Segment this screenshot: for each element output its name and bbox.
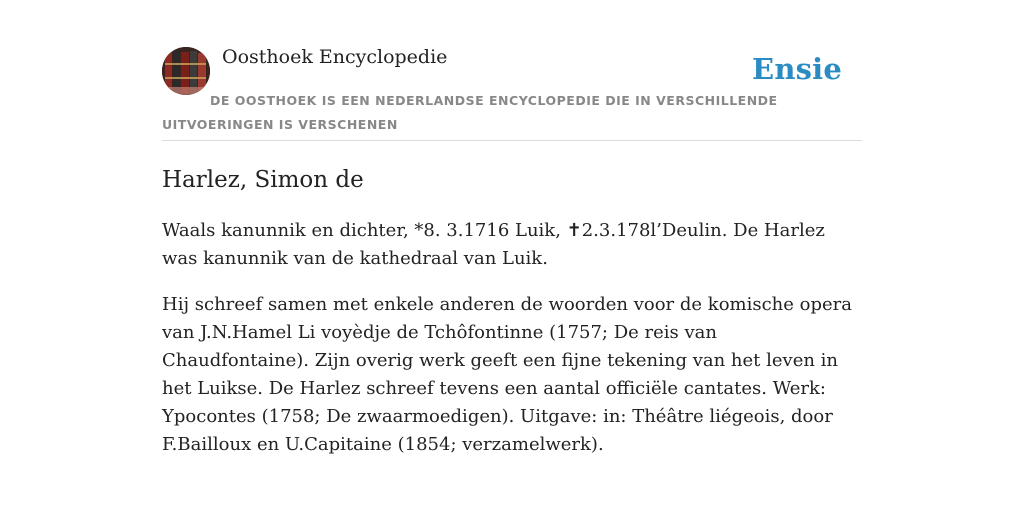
source-name[interactable]: Oosthoek Encyclopedie (222, 46, 448, 68)
article-card (162, 44, 862, 459)
article-title: Harlez, Simon de (162, 167, 364, 193)
source-header (162, 44, 862, 141)
source-tagline: DE OOSTHOEK IS EEN NEDERLANDSE ENCYCLOPEDIE DIE IN VERSCHILLENDE UITVOERINGEN IS VERSCHENEN (162, 93, 778, 132)
brand-logo[interactable]: Ensie (752, 52, 842, 86)
book-spines-icon[interactable] (162, 47, 210, 95)
article-paragraph: Hij schreef samen met enkele anderen de woorden voor de komische opera van J.N.Hamel Li voyèdje de Tchôfontinne (1757; De reis van Chaudfontaine). Zijn overig werk geeft een fijne tekening van het leven in het Luikse. De Harlez schreef tevens een aantal officiële cantates. Werk: Ypocontes (1758; De zwaarmoedigen). Uitgave: in: Théâtre liégeois, door F.Bailloux en U.Capitaine (1854; verzamelwerk). (162, 294, 852, 455)
article-paragraph: Waals kanunnik en dichter, *8. 3.1716 Luik, ✝2.3.178l’Deulin. De Harlez was kanunnik van de kathedraal van Luik. (162, 220, 825, 269)
